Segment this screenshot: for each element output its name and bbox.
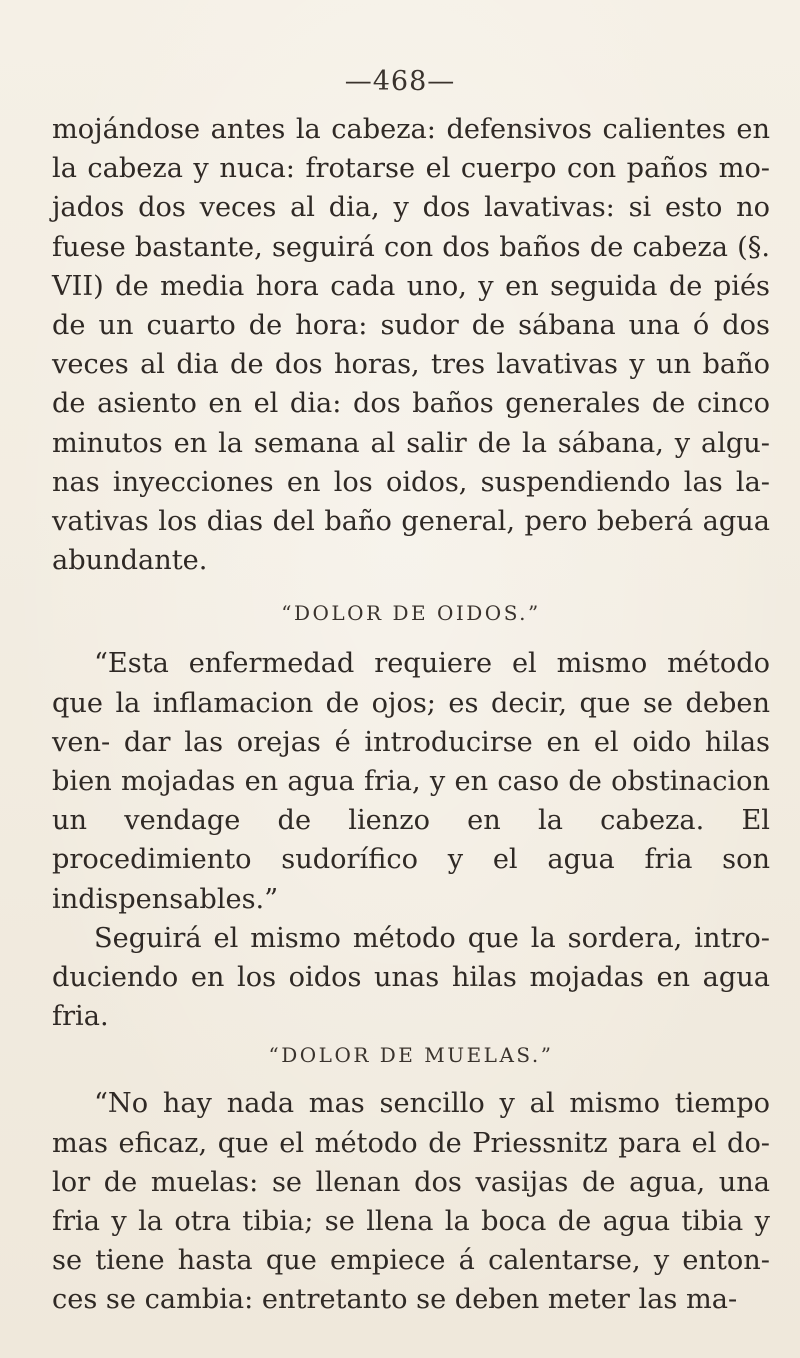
paragraph-dolor-de-muelas-quote: “No hay nada mas sencillo y al mismo tiempo mas eficaz, que el método de Priessnitz para el do- lor de muelas: se llenan dos vasijas de agua, una fria y la otra tibia; se llena la boca de agua tibia y se tiene hasta que empiece á calentarse, y enton- ces se cambia: entretanto se deben meter las ma- — [52, 1088, 770, 1316]
section-heading-dolor-de-oidos: “DOLOR DE OIDOS.” — [281, 601, 541, 626]
paragraph-dolor-de-oidos-method: Seguirá el mismo método que la sordera, intro- duciendo en los oidos unas hilas mojadas en agua fria. — [52, 922, 770, 1033]
paragraph-continuation: mojándose antes la cabeza: defensivos calientes en la cabeza y nuca: frotarse el cuerpo con paños mo- jados dos veces al dia, y dos lavativas: si esto no fuese bastante, seguirá con dos baños de cabeza (§. VII) de media hora cada uno, y en seguida de piés de un cuarto de hora: sudor de sábana una ó dos veces al dia de dos horas, tres lavativas y un baño de asiento en el dia: dos baños generales de cinco minutos en la semana al salir de la sábana, y algu- nas inyecciones en los oidos, suspendiendo las la- vativas los dias del baño general, pero beberá agua abundante. — [52, 114, 770, 577]
section-heading-dolor-de-muelas: “DOLOR DE MUELAS.” — [268, 1043, 554, 1068]
page-number: —468— — [344, 66, 456, 97]
paragraph-dolor-de-oidos-quote: “Esta enfermedad requiere el mismo método que la inflamacion de ojos; es decir, que se deben ven- dar las orejas é introducirse en el oido hilas bien mojadas en agua fria, y en caso de obstinacion un vendage de lienzo en la cabeza. El procedimiento sudorífico y el agua fria son indispensables.” — [52, 648, 770, 915]
body-text — [52, 110, 770, 1320]
